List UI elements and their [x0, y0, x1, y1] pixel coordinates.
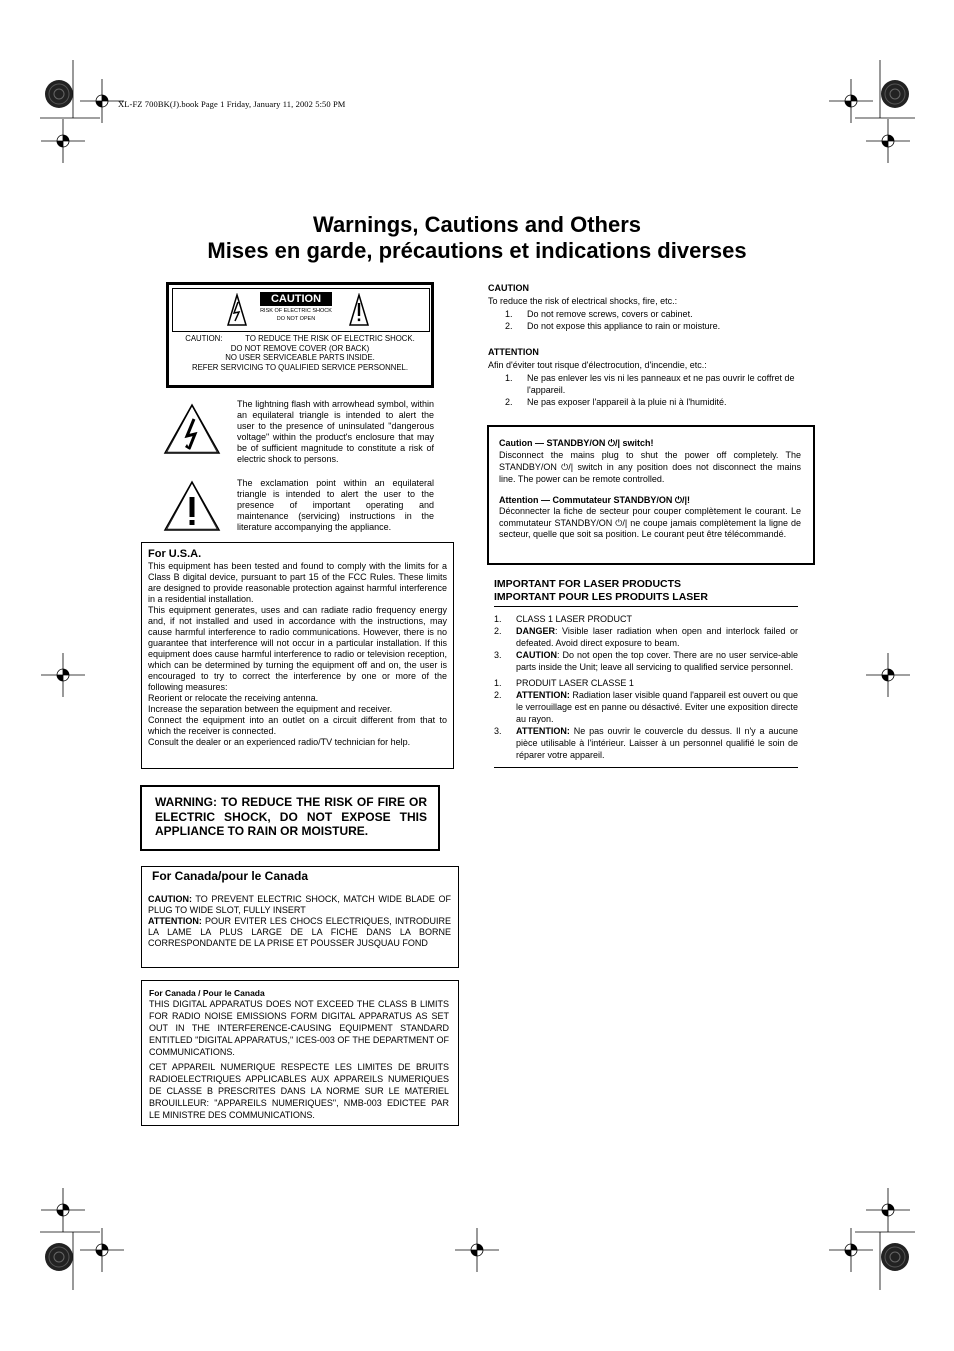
usa-paragraph-2: This equipment generates, uses and can radiate radio frequency energy and, if not installed and used in accordance with the instructions, may cause harmful interference to radio communications. However, there is no guarantee that interference will not occur in a particular installation. If this equipment does cause harmful interference to radio or television reception, which can be determined by turning the equipment off and on, the user is encouraged to try to correct the interference by one or more of the following measures: [148, 605, 447, 692]
power-icon: ⏻/| [674, 495, 687, 505]
laser-fr-item: 2. ATTENTION: Radiation laser visible quand l'appareil est ouvert ou que le verrouillage est en panne ou désactivé. Eviter une exposition directe au rayon. [494, 690, 798, 724]
warning-text: WARNING: TO REDUCE THE RISK OF FIRE OR ELECTRIC SHOCK, DO NOT EXPOSE THIS APPLIANCE TO RAIN OR MOISTURE. [155, 795, 427, 838]
attention-right-intro: Afin d'éviter tout risque d'électrocution, d'incendie, etc.: [488, 360, 707, 370]
laser-heading-en: IMPORTANT FOR LASER PRODUCTS [494, 578, 682, 590]
caution-right-item: 2. Do not expose this appliance to rain or moisture. [505, 321, 721, 331]
exclamation-explanation: The exclamation point within an equilateral triangle is intended to alert the user to the presence of important operating and maintenance (servicing) instructions in the literature accompanying the appliance. [237, 478, 434, 532]
exclamation-triangle-icon [163, 480, 221, 532]
lightning-triangle-icon [226, 293, 248, 327]
laser-en-item: 2. DANGER: Visible laser radiation when open and interlock failed or defeated. Avoid direct exposure to beam. [494, 626, 798, 648]
caution-label-line1: CAUTION: TO REDUCE THE RISK OF ELECTRIC SHOCK. [185, 334, 415, 343]
usa-section [141, 542, 454, 769]
power-icon: ⏻/| [561, 462, 574, 472]
lightning-explanation: The lightning flash with arrowhead symbol, within an equilateral triangle is intended to alert the user to the presence of uninsulated "dangerous voltage" within the product's enclosure that may be of sufficient magnitude to constitute a risk of electric shock to persons. [237, 399, 434, 464]
caution-badge: CAUTION [260, 292, 332, 306]
usa-measure-1: Reorient or relocate the receiving antenna. [148, 693, 319, 703]
caution-right-intro: To reduce the risk of electrical shocks, fire, etc.: [488, 296, 678, 306]
standby-en-heading: Caution — STANDBY/ON ⏻/| switch! [499, 438, 654, 448]
canada-digital-en: THIS DIGITAL APPARATUS DOES NOT EXCEED THE CLASS B LIMITS FOR RADIO NOISE EMISSIONS FORM DIGITAL APPARATUS AS SET OUT IN THE INTERFERENCE-CAUSING EQUIPMENT STANDARD ENTITLED "DIGITAL APPARATUS," ICES-003 OF THE DEPARTMENT OF COMMUNICATIONS. [149, 999, 449, 1057]
usa-paragraph-1: This equipment has been tested and found to comply with the limits for a Class B digital device, pursuant to part 15 of the FCC Rules. These limits are designed to provide reasonable protection against harmful interference in a residential installation. [148, 561, 447, 604]
laser-en-item: 1. CLASS 1 LASER PRODUCT [494, 614, 633, 624]
canada-plug-attention: ATTENTION: POUR EVITER LES CHOCS ELECTRIQUES, INTRODUIRE LA LAME LA PLUS LARGE DE LA FICHE DANS LA BORNE CORRESPONDANTE DE LA PRISE ET POUSSER JUSQUAU FOND [148, 916, 451, 948]
caution-right-section [488, 283, 813, 408]
caution-label-box [166, 282, 434, 388]
laser-heading-fr: IMPORTANT POUR LES PRODUITS LASER [494, 591, 708, 603]
canada-digital-fr: CET APPAREIL NUMERIQUE RESPECTE LES LIMITES DE BRUITS RADIOELECTRIQUES APPLICABLES AUX APPAREILS NUMERIQUES DE CLASSE B PRESCRITES DANS LA NORME SUR LE MATERIEL BROUILLEUR: "APPAREILS NUMERIQUES", NMB-003 EDICTEE PAR LE MINISTRE DES COMMUNICATIONS. [149, 1062, 449, 1120]
attention-right-heading: ATTENTION [488, 347, 539, 357]
exclamation-triangle-icon [348, 293, 370, 327]
canada-plug-section [141, 866, 459, 968]
attention-right-item: 2. Ne pas exposer l'appareil à la pluie ni à l'humidité. [505, 397, 727, 407]
power-icon: ⏻/| [607, 438, 620, 448]
canada-plug-caution: CAUTION: TO PREVENT ELECTRIC SHOCK, MATCH WIDE BLADE OF PLUG TO WIDE SLOT, FULLY INSERT [148, 894, 451, 915]
risk-electric-shock-text: RISK OF ELECTRIC SHOCK [260, 308, 332, 314]
warning-box [140, 785, 440, 851]
caution-label-line3: NO USER SERVICEABLE PARTS INSIDE. [225, 353, 375, 363]
page-title-en: Warnings, Cautions and Others [313, 212, 641, 237]
standby-box [487, 425, 815, 565]
do-not-open-text: DO NOT OPEN [276, 316, 316, 322]
caution-right-item: 1. Do not remove screws, covers or cabinet. [505, 309, 693, 319]
file-info-header: XL-FZ 700BK(J).book Page 1 Friday, January 11, 2002 5:50 PM [118, 99, 346, 109]
caution-label-line4: REFER SERVICING TO QUALIFIED SERVICE PERSONNEL. [191, 362, 409, 372]
attention-right-item: 1. Ne pas enlever les vis ni les panneaux et ne pas ouvrir le coffret de l'appareil. [505, 373, 795, 395]
canada-plug-heading: For Canada/pour le Canada [152, 869, 309, 883]
standby-fr-heading: Attention — Commutateur STANDBY/ON ⏻/|! [499, 495, 690, 505]
laser-en-item: 3. CAUTION: Do not open the top cover. There are no user service-able parts inside the Unit; leave all servicing to qualified service personnel. [494, 650, 798, 672]
laser-section [494, 578, 798, 768]
caution-label-line2: DO NOT REMOVE COVER (OR BACK) [230, 343, 370, 353]
lightning-triangle-icon [163, 403, 221, 455]
canada-digital-section [141, 980, 459, 1126]
laser-fr-item: 1. PRODUIT LASER CLASSE 1 [494, 678, 634, 688]
usa-measure-2: Increase the separation between the equipment and receiver. [148, 704, 393, 714]
page-title-fr: Mises en garde, précautions et indications diverses [207, 238, 747, 263]
standby-fr-text: Déconnecter la fiche de secteur pour couper complètement le courant. Le commutateur STANDBY/ON ⏻/| ne coupe jamais complètement la ligne de secteur, quelle que soit sa position. Le courant peut être télécommandé. [499, 506, 801, 539]
laser-fr-item: 3. ATTENTION: Ne pas ouvrir le couvercle du dessus. Il n'y a aucune pièce utilisable à l'intérieur. Laisser à un personnel qualifié le soin de réparer votre appareil. [494, 726, 798, 760]
usa-heading: For U.S.A. [148, 548, 202, 560]
usa-measure-3: Connect the equipment into an outlet on a circuit different from that to which the receiver is connected. [148, 715, 447, 736]
canada-digital-heading: For Canada / Pour le Canada [149, 988, 265, 998]
caution-right-heading: CAUTION [488, 283, 529, 293]
usa-measure-4: Consult the dealer or an experienced radio/TV technician for help. [148, 737, 411, 747]
standby-en-text: Disconnect the mains plug to shut the power off completely. The STANDBY/ON ⏻/| switch in any position does not disconnect the mains line. The power can be remote controlled. [499, 450, 801, 484]
power-icon: ⏻/| [615, 517, 628, 528]
